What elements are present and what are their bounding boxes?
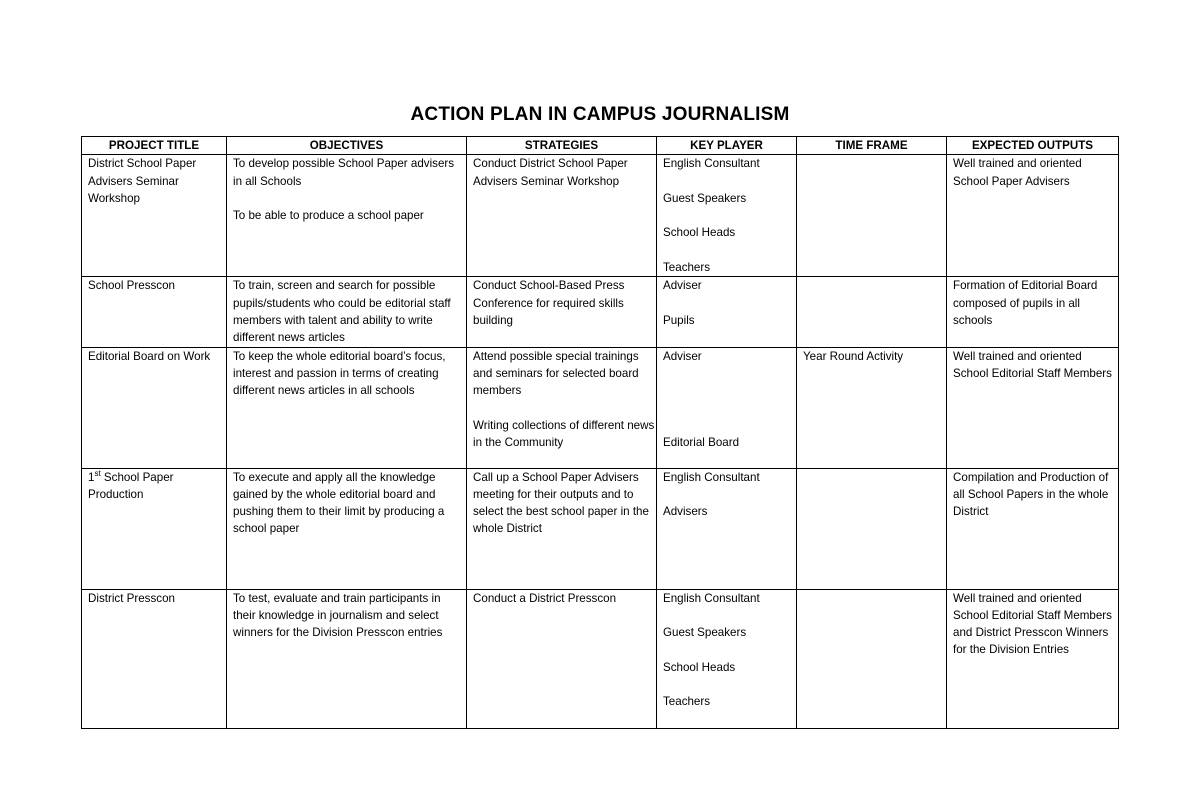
time-frame-cell: Year Round Activity bbox=[797, 347, 947, 468]
strategies-cell: Conduct a District Presscon bbox=[467, 589, 657, 728]
key-player-cell: Adviser Editorial Board bbox=[657, 347, 797, 468]
table-row bbox=[82, 155, 1119, 277]
time-frame-cell bbox=[797, 155, 947, 277]
document-title: ACTION PLAN IN CAMPUS JOURNALISM bbox=[410, 104, 790, 125]
header-key-player: KEY PLAYER bbox=[657, 137, 797, 155]
header-strategies: STRATEGIES bbox=[467, 137, 657, 155]
expected-outputs-cell: Well trained and oriented School Editorial Staff Members and District Presscon Winners for the Division Entries bbox=[947, 589, 1119, 728]
strategies-cell: Conduct District School Paper Advisers Seminar Workshop bbox=[467, 155, 657, 277]
strategies-cell: Call up a School Paper Advisers meeting for their outputs and to select the best school paper in the whole District bbox=[467, 468, 657, 589]
time-frame-cell bbox=[797, 589, 947, 728]
objectives-cell: To test, evaluate and train participants in their knowledge in journalism and select winners for the Division Presscon entries bbox=[227, 589, 467, 728]
key-player-cell: English Consultant Guest Speakers School Heads Teachers bbox=[657, 589, 797, 728]
header-expected-outputs: EXPECTED OUTPUTS bbox=[947, 137, 1119, 155]
objectives-cell: To develop possible School Paper advisers in all Schools To be able to produce a school paper bbox=[227, 155, 467, 277]
project-title-cell: School Presscon bbox=[82, 277, 227, 347]
expected-outputs-cell: Compilation and Production of all School Papers in the whole District bbox=[947, 468, 1119, 589]
header-time-frame: TIME FRAME bbox=[797, 137, 947, 155]
header-project-title: PROJECT TITLE bbox=[82, 137, 227, 155]
key-player-cell: English Consultant Advisers bbox=[657, 468, 797, 589]
objectives-cell: To keep the whole editorial board’s focus, interest and passion in terms of creating different news articles in all schools bbox=[227, 347, 467, 468]
time-frame-cell bbox=[797, 277, 947, 347]
header-objectives: OBJECTIVES bbox=[227, 137, 467, 155]
key-player-cell: English Consultant Guest Speakers School Heads Teachers bbox=[657, 155, 797, 277]
table-row bbox=[82, 589, 1119, 728]
expected-outputs-cell: Well trained and oriented School Paper Advisers bbox=[947, 155, 1119, 277]
expected-outputs-cell: Formation of Editorial Board composed of pupils in all schools bbox=[947, 277, 1119, 347]
project-title-cell: District School Paper Advisers Seminar Workshop bbox=[82, 155, 227, 277]
project-title-cell: 1st School Paper Production bbox=[82, 468, 227, 589]
project-title-cell: Editorial Board on Work bbox=[82, 347, 227, 468]
project-title-cell: District Presscon bbox=[82, 589, 227, 728]
action-plan-table bbox=[81, 136, 1119, 729]
strategies-cell: Conduct School-Based Press Conference for required skills building bbox=[467, 277, 657, 347]
strategies-cell: Attend possible special trainings and seminars for selected board members Writing collections of different news in the Community bbox=[467, 347, 657, 468]
objectives-cell: To execute and apply all the knowledge gained by the whole editorial board and pushing them to their limit by producing a school paper bbox=[227, 468, 467, 589]
time-frame-cell bbox=[797, 468, 947, 589]
objectives-cell: To train, screen and search for possible pupils/students who could be editorial staff members with talent and ability to write different news articles bbox=[227, 277, 467, 347]
table-row bbox=[82, 347, 1119, 468]
table-row bbox=[82, 277, 1119, 347]
key-player-cell: Adviser Pupils bbox=[657, 277, 797, 347]
table-header-row bbox=[82, 137, 1119, 155]
expected-outputs-cell: Well trained and oriented School Editorial Staff Members bbox=[947, 347, 1119, 468]
table-row bbox=[82, 468, 1119, 589]
